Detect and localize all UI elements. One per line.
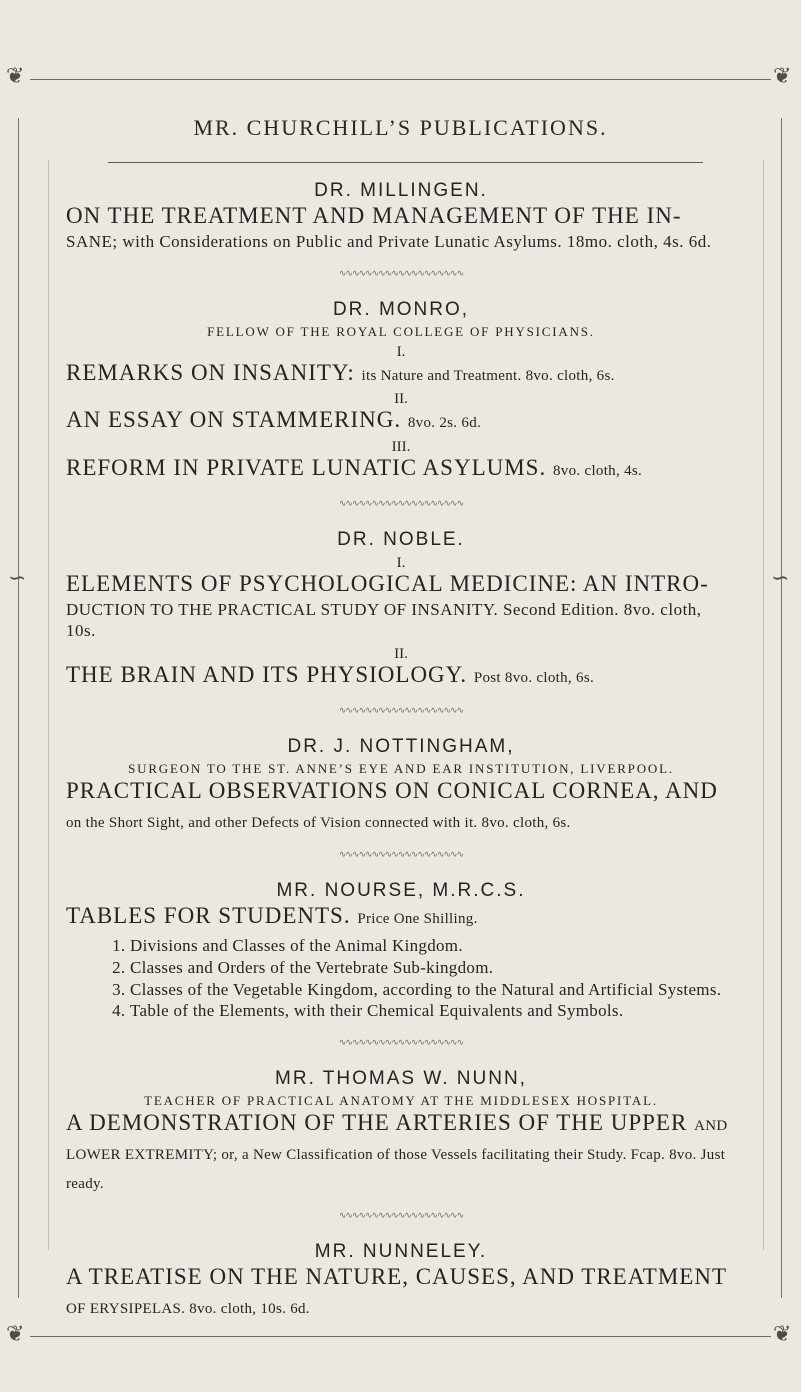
list-item: 1. Divisions and Classes of the Animal Kingdom. [130, 935, 736, 957]
list-item: 2. Classes and Orders of the Vertebrate Sub-kingdom. [130, 957, 736, 979]
section-divider: ∿∿∿∿∿∿∿∿∿∿∿∿∿∿∿∿∿∿∿ [338, 1211, 464, 1222]
work-title-text: PRACTICAL OBSERVATIONS ON CONICAL CORNEA, AND [66, 777, 718, 803]
work-numeral: III. [391, 439, 411, 455]
list-item: 4. Table of the Elements, with their Chemical Equivalents and Symbols. [130, 1000, 736, 1022]
author-affiliation: FELLOW OF THE ROYAL COLLEGE OF PHYSICIANS. [207, 323, 595, 339]
work-title-text: THE BRAIN AND ITS PHYSIOLOGY. [66, 662, 468, 687]
work-price: AND LOWER EXTREMITY; or, a New Classification of those Vessels facilitating their Study. Fcap. 8vo. Just ready. [66, 1118, 728, 1192]
corner-ornament-icon: ❦ [6, 64, 25, 89]
work-numeral: II. [394, 646, 408, 662]
works-list [66, 555, 736, 690]
side-flourish-icon: ∽ [8, 566, 27, 591]
works-list [66, 1263, 736, 1321]
work-title [66, 454, 736, 483]
works-list [66, 1109, 736, 1195]
author-section [66, 299, 736, 483]
works-list [66, 202, 736, 253]
running-head: MR. CHURCHILL’S PUBLICATIONS. [193, 115, 608, 140]
work-title-text: REMARKS ON INSANITY: [66, 359, 355, 385]
work-title [66, 406, 736, 435]
work-title [66, 359, 736, 388]
work-title [66, 202, 736, 231]
work-title-text: ELEMENTS OF PSYCHOLOGICAL MEDICINE: AN INTRO- [66, 570, 709, 596]
work-entry [66, 902, 736, 931]
work-price: on the Short Sight, and other Defects of Vision connected with it. 8vo. cloth, 6s. [66, 814, 571, 831]
author-name: DR. MONRO, [332, 298, 470, 320]
frame-rule-top [30, 79, 771, 80]
author-name: DR. NOBLE. [337, 528, 465, 550]
frame-rule-bottom [30, 1336, 771, 1337]
work-title [66, 1109, 736, 1195]
work-numeral: I. [396, 554, 406, 571]
work-price: Price One Shilling. [357, 911, 478, 928]
work-title-text: A TREATISE ON THE NATURE, CAUSES, AND TREATMENT [66, 1264, 727, 1290]
work-price: 8vo. 2s. 6d. [407, 415, 482, 432]
work-title [66, 570, 736, 599]
author-section [66, 880, 736, 1022]
author-section [66, 736, 736, 835]
work-numeral: I. [396, 343, 406, 360]
author-section [66, 180, 736, 253]
work-entry [66, 555, 736, 642]
work-price: Post 8vo. cloth, 6s. [473, 670, 595, 686]
work-description: SANE; with Considerations on Public and Private Lunatic Asylums. 18mo. cloth, 4s. 6d. [66, 231, 712, 251]
work-entry [66, 1263, 736, 1321]
corner-ornament-icon: ❦ [773, 64, 792, 89]
author-name: DR. MILLINGEN. [314, 180, 488, 201]
work-entry [66, 646, 736, 690]
section-divider: ∿∿∿∿∿∿∿∿∿∿∿∿∿∿∿∿∿∿∿ [338, 498, 464, 509]
work-title [66, 777, 736, 835]
section-divider: ∿∿∿∿∿∿∿∿∿∿∿∿∿∿∿∿∿∿∿ [338, 705, 464, 716]
work-title-text: TABLES FOR STUDENTS. [66, 903, 351, 929]
header-rule [108, 162, 703, 163]
work-title-text: REFORM IN PRIVATE LUNATIC ASYLUMS. [66, 455, 547, 480]
works-list [66, 777, 736, 835]
work-entry [66, 777, 736, 835]
work-price: 8vo. cloth, 4s. [552, 463, 643, 479]
work-description: DUCTION TO THE PRACTICAL STUDY OF INSANITY. Second Edition. 8vo. cloth, 10s. [66, 599, 702, 641]
numbered-list [66, 935, 736, 1022]
work-entry [66, 391, 736, 435]
side-flourish-icon: ∽ [771, 566, 790, 591]
inner-rule-left [48, 160, 49, 1250]
frame-rule-left [18, 118, 19, 1298]
author-section [66, 1068, 736, 1195]
author-section [66, 529, 736, 690]
inner-rule-right [763, 160, 764, 1250]
author-name: DR. J. NOTTINGHAM, [287, 735, 515, 757]
work-title-text: A DEMONSTRATION OF THE ARTERIES OF THE UPPER [66, 1110, 688, 1135]
works-list [66, 902, 736, 931]
author-name: MR. NUNNELEY. [314, 1241, 488, 1263]
corner-ornament-icon: ❦ [773, 1322, 792, 1347]
author-name: MR. NOURSE, M.R.C.S. [276, 880, 526, 902]
work-title-text: ON THE TREATMENT AND MANAGEMENT OF THE IN- [66, 203, 682, 228]
work-numeral: II. [394, 391, 408, 408]
work-title [66, 902, 736, 931]
author-affiliation: SURGEON TO THE ST. ANNE’S EYE AND EAR INSTITUTION, LIVERPOOL. [128, 760, 674, 776]
work-title [66, 1263, 736, 1321]
catalogue-content [66, 180, 736, 1321]
work-entry [66, 1109, 736, 1195]
works-list [66, 344, 736, 483]
frame-rule-right [781, 118, 782, 1298]
author-section [66, 1241, 736, 1321]
work-price: its Nature and Treatment. 8vo. cloth, 6s. [361, 367, 615, 384]
work-title-text: AN ESSAY ON STAMMERING. [66, 407, 402, 433]
work-title [66, 661, 736, 690]
list-item: 3. Classes of the Vegetable Kingdom, according to the Natural and Artificial Systems. [130, 979, 736, 1001]
author-affiliation: TEACHER OF PRACTICAL ANATOMY AT THE MIDDLESEX HOSPITAL. [144, 1093, 658, 1108]
corner-ornament-icon: ❦ [6, 1322, 25, 1347]
section-divider: ∿∿∿∿∿∿∿∿∿∿∿∿∿∿∿∿∿∿∿ [338, 268, 464, 279]
work-entry [66, 344, 736, 388]
work-entry [66, 439, 736, 483]
section-divider: ∿∿∿∿∿∿∿∿∿∿∿∿∿∿∿∿∿∿∿ [338, 850, 464, 861]
work-entry [66, 202, 736, 253]
author-name: MR. THOMAS W. NUNN, [275, 1068, 527, 1089]
section-divider: ∿∿∿∿∿∿∿∿∿∿∿∿∿∿∿∿∿∿∿ [338, 1038, 464, 1048]
work-price: OF ERYSIPELAS. 8vo. cloth, 10s. 6d. [66, 1301, 310, 1317]
